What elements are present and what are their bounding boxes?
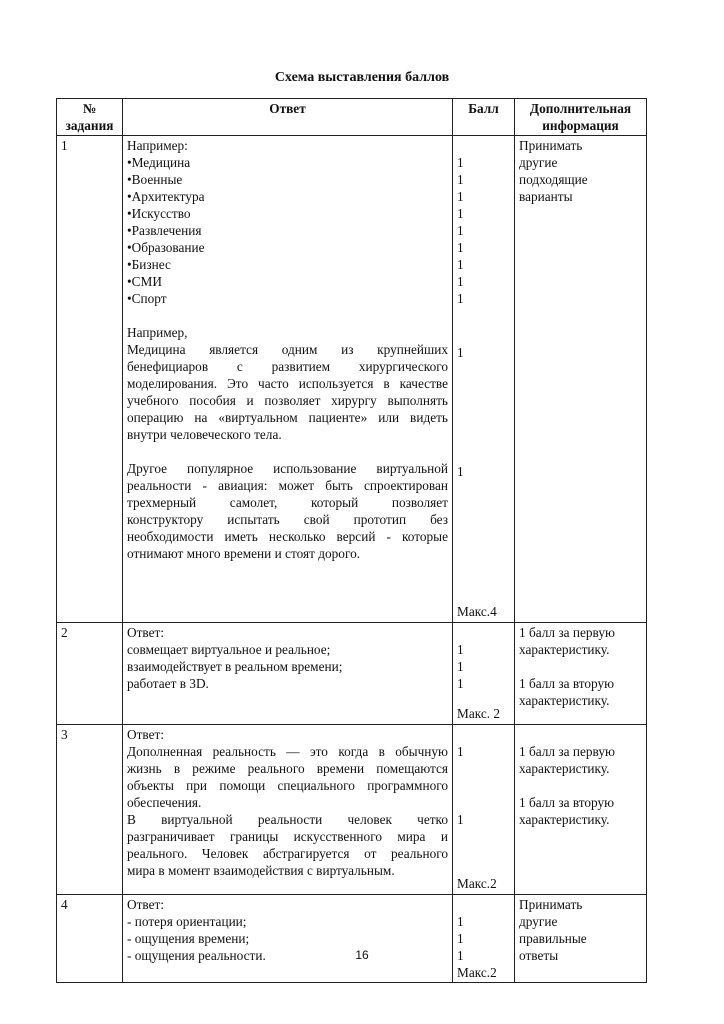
task-number: 4	[57, 895, 123, 983]
list-item: - потеря ориентации;	[127, 914, 247, 929]
paragraph: Другое популярное использование виртуальной реальности - авиация: может быть спроектирован трехмерный самолет, который позволяет конструктору испытать свой прототип без необходимости иметь несколько версий - которые отнимают много времени и стоят дорого.	[127, 461, 448, 561]
answer-cell: Ответ: Дополненная реальность — это когда в обычную жизнь в режиме реального времени помещаются объекты при помощи специального программного обеспечения. В виртуальной реальности человек четко разграничивает границы искусственного мира и реального. Человек абстрагируется от реального мира в момент взаимодействия с виртуальным.	[123, 725, 453, 895]
answer-cell: Ответ: - потеря ориентации; - ощущения времени; - ощущения реальности.	[123, 895, 453, 983]
task-number: 3	[57, 725, 123, 895]
header-task-number: № задания	[57, 99, 123, 136]
table-row	[57, 623, 647, 725]
info-cell: Принимать другие подходящие варианты	[515, 136, 647, 623]
list-item: •СМИ	[127, 274, 162, 289]
paragraph: Медицина является одним из крупнейших бенефициаров с развитием хирургического моделирования. Это часто используется в качестве учебного пособия и позволяет хирургу выполнять операцию на «виртуальном пациенте» или видеть внутри человеческого тела.	[127, 342, 448, 442]
header-score: Балл	[453, 99, 515, 136]
bullet-list	[127, 154, 448, 307]
list-item: •Архитектура	[127, 189, 205, 204]
list-item: •Образование	[127, 240, 205, 255]
list-item: •Развлечения	[127, 223, 202, 238]
list-item: •Искусство	[127, 206, 191, 221]
info-cell: 1 балл за первую характеристику. 1 балл за вторую характеристику.	[515, 725, 647, 895]
task-number: 2	[57, 623, 123, 725]
list-item: •Военные	[127, 172, 183, 187]
score-cell: 1 1 1 Макс. 2	[453, 623, 515, 725]
page-title: Схема выставления баллов	[274, 70, 450, 85]
max-score: Макс.2	[457, 876, 497, 891]
info-cell: 1 балл за первую характеристику. 1 балл за вторую характеристику.	[515, 623, 647, 725]
list-item: - ощущения реальности.	[127, 948, 266, 963]
info-cell: Принимать другие правильные ответы	[515, 895, 647, 983]
table-row	[57, 136, 647, 623]
score-cell: 1 1 Макс.2	[453, 725, 515, 895]
page-number: 16	[355, 948, 369, 962]
list-item: работает в 3D.	[127, 676, 209, 691]
max-score: Макс.4	[457, 604, 497, 619]
score-cell: 1 1 1 Макс.2	[453, 895, 515, 983]
task-number: 1	[57, 136, 123, 623]
list-item: взаимодействует в реальном времени;	[127, 659, 343, 674]
table-header-row	[57, 99, 647, 136]
list-item: •Бизнес	[127, 257, 171, 272]
list-item: - ощущения времени;	[127, 931, 250, 946]
table-row	[57, 725, 647, 895]
answer-cell: Например: •Медицина •Военные •Архитектура •Искусство •Развлечения •Образование •Бизнес •СМИ •Спорт Например, Медицина является одним из крупнейших бенефициаров с развитием хирургического моделирования. Это часто используется в качестве учебного пособия и позволяет хирургу выполнять операцию на «виртуальном пациенте» или видеть внутри человеческого тела. Другое популярное использование виртуальной реальности - авиация: может быть спроектирован трехмерный самолет, который позволяет конструктору испытать свой прототип без необходимости иметь несколько версий - которые отнимают много времени и стоят дорого.	[123, 136, 453, 623]
list-item: •Спорт	[127, 291, 167, 306]
max-score: Макс.2	[457, 965, 497, 980]
table-row	[57, 895, 647, 983]
scoring-table	[56, 98, 647, 983]
list-item: •Медицина	[127, 155, 191, 170]
max-score: Макс. 2	[457, 706, 501, 721]
score-cell: 1 1 1 1 1 1 1 1 1 1 1 Макс.4	[453, 136, 515, 623]
header-info: Дополнительная информация	[515, 99, 647, 136]
answer-cell: Ответ: совмещает виртуальное и реальное; взаимодействует в реальном времени; работает в 3D.	[123, 623, 453, 725]
header-answer: Ответ	[123, 99, 453, 136]
list-item: совмещает виртуальное и реальное;	[127, 642, 331, 657]
